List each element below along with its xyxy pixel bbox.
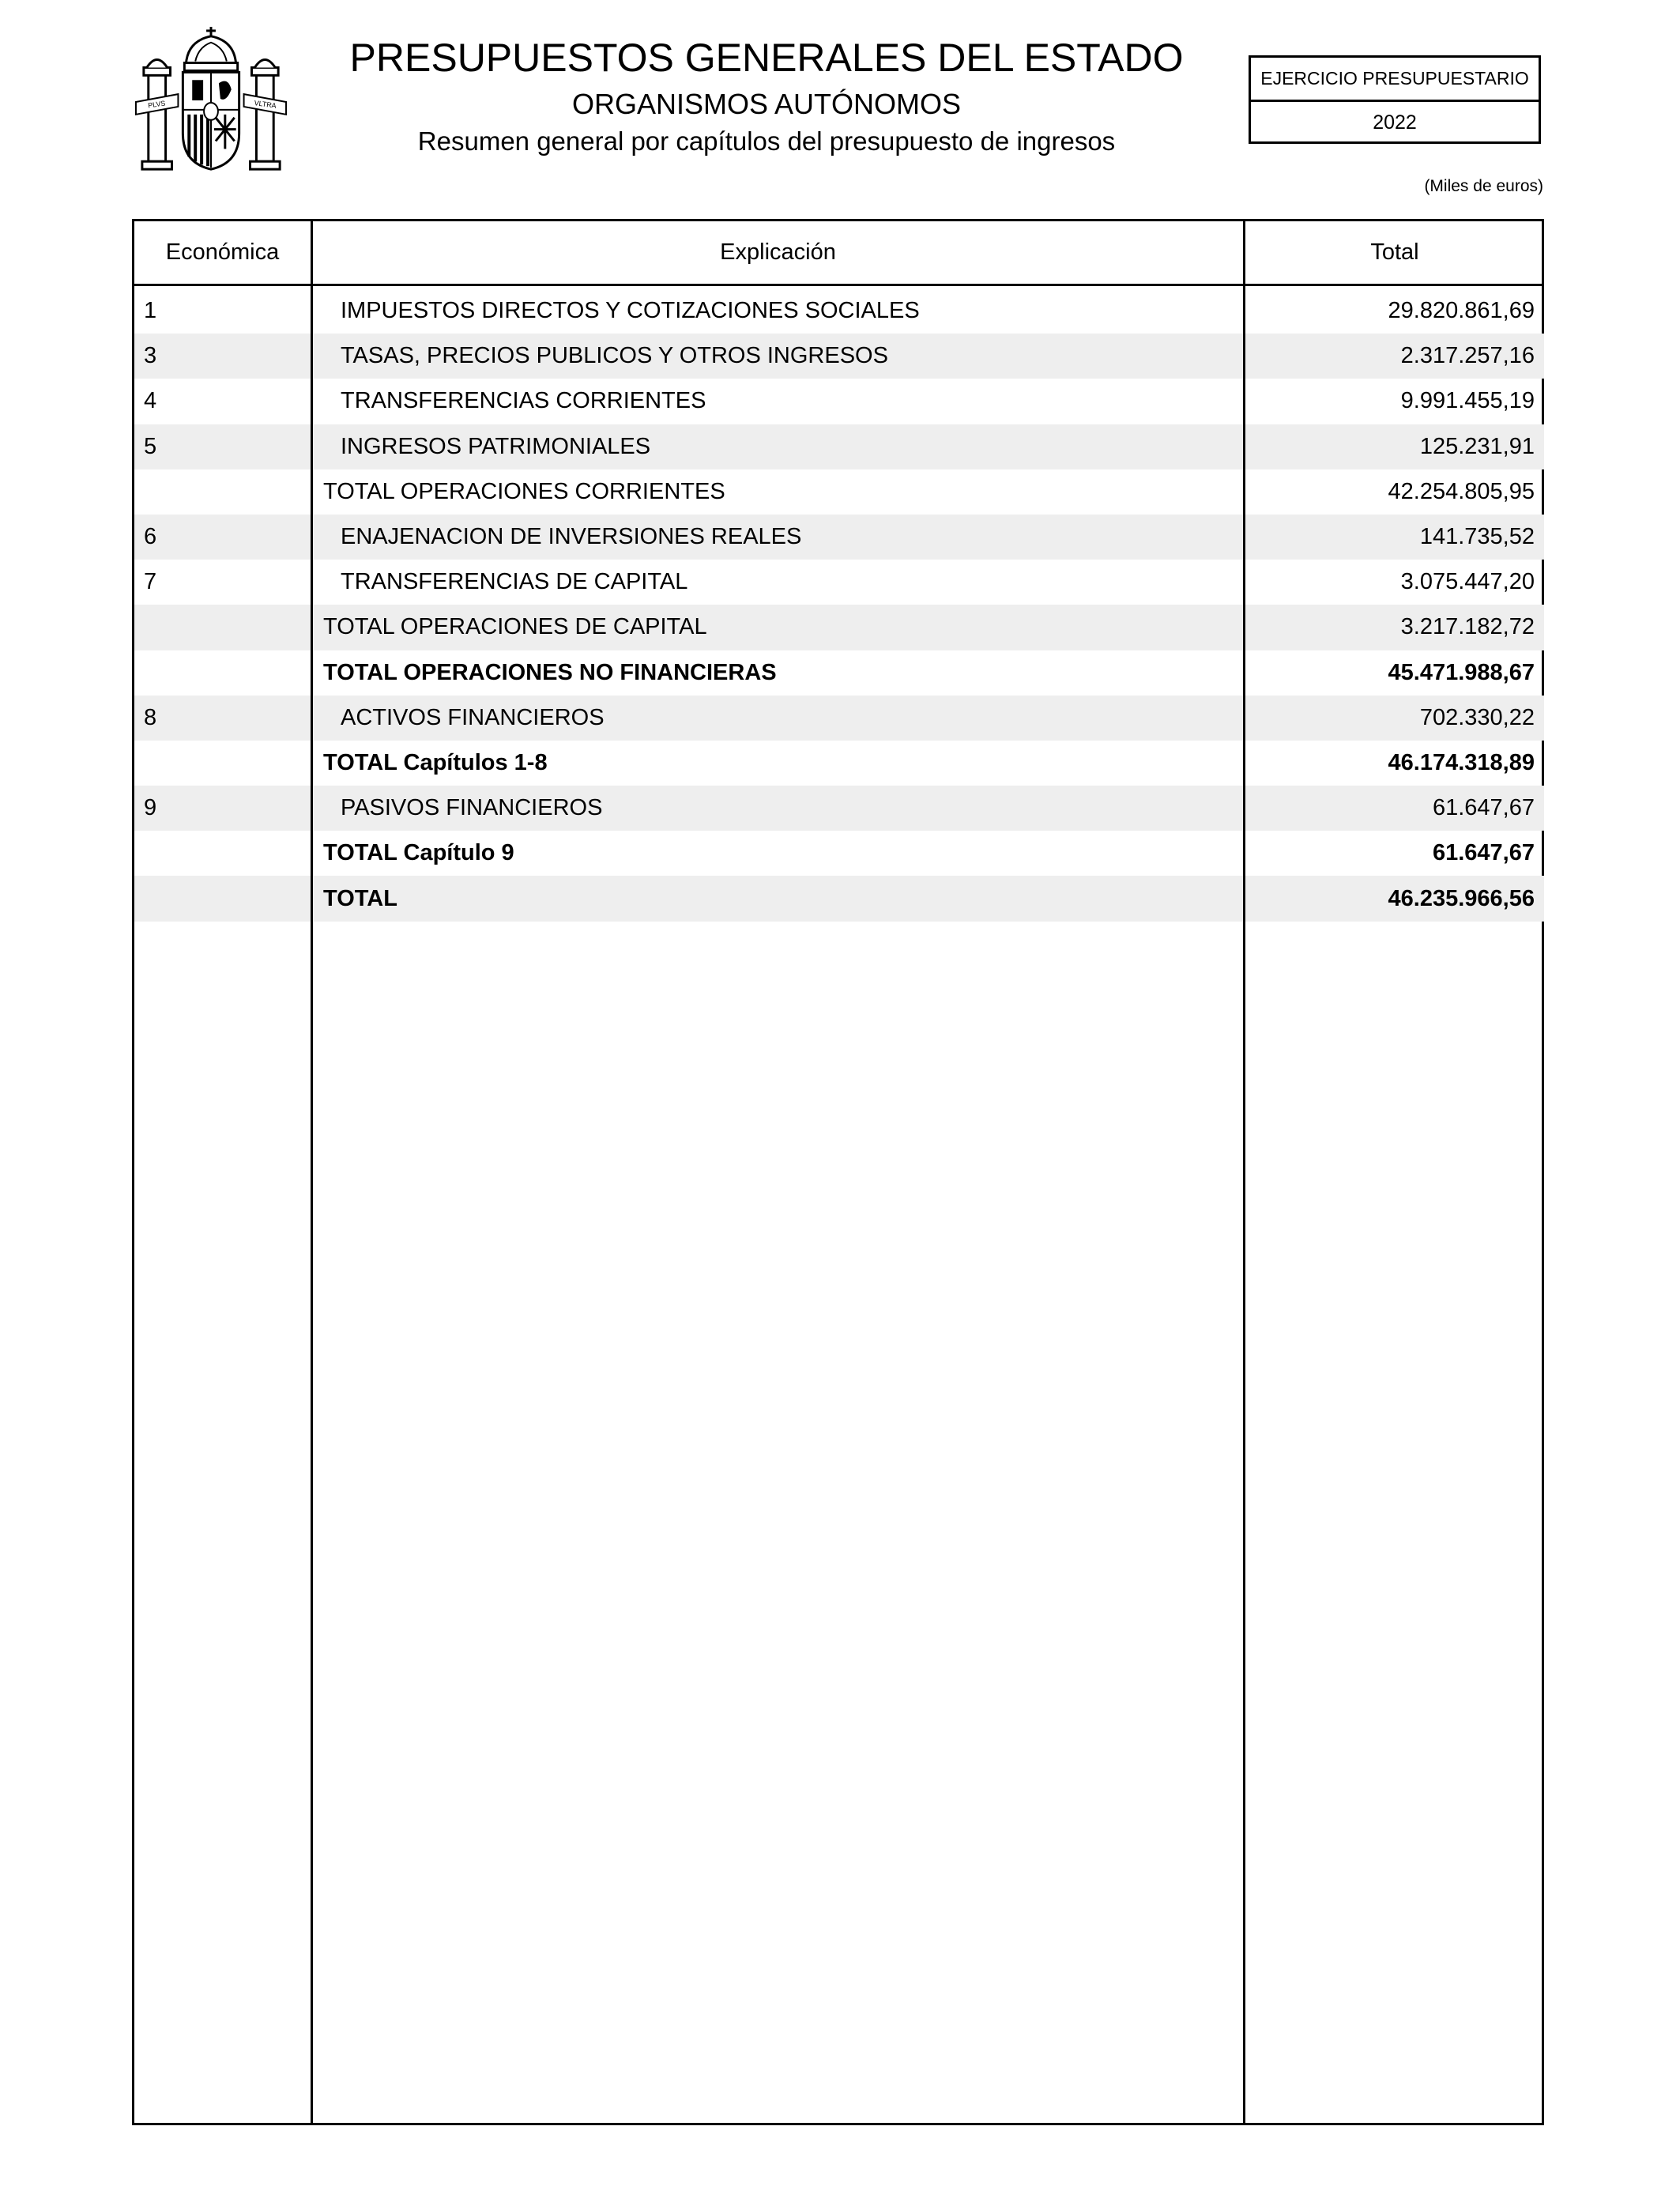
table-row bbox=[134, 424, 1542, 469]
table-row bbox=[134, 560, 1542, 605]
label-cell: PASIVOS FINANCIEROS bbox=[313, 786, 1243, 831]
total-cell: 141.735,52 bbox=[1245, 515, 1544, 560]
label-cell: ACTIVOS FINANCIEROS bbox=[313, 696, 1243, 741]
exercise-year: 2022 bbox=[1373, 111, 1417, 134]
page-description: Resumen general por capítulos del presupuesto de ingresos bbox=[417, 126, 1116, 156]
code-cell bbox=[134, 831, 311, 876]
label-cell: TASAS, PRECIOS PUBLICOS Y OTROS INGRESOS bbox=[313, 334, 1243, 379]
total-cell: 61.647,67 bbox=[1432, 840, 1535, 866]
code-cell: 4 bbox=[144, 388, 157, 414]
total-row bbox=[134, 831, 1542, 876]
total-cell: 29.820.861,69 bbox=[1388, 298, 1535, 324]
table-row bbox=[134, 786, 1542, 831]
label-cell: ENAJENACION DE INVERSIONES REALES bbox=[313, 515, 1243, 560]
column-header-explicacion: Explicación bbox=[720, 239, 836, 265]
total-cell: 42.254.805,95 bbox=[1388, 478, 1535, 504]
total-cell: 46.174.318,89 bbox=[1388, 749, 1535, 775]
code-cell: 6 bbox=[134, 515, 311, 560]
total-cell: 3.075.447,20 bbox=[1400, 569, 1535, 595]
label-cell: TOTAL Capítulos 1-8 bbox=[323, 749, 548, 775]
column-header-total: Total bbox=[1370, 239, 1419, 265]
code-cell: 3 bbox=[134, 334, 311, 379]
units-note: (Miles de euros) bbox=[1424, 177, 1543, 195]
label-cell: TOTAL bbox=[313, 876, 1243, 921]
total-cell: 45.471.988,67 bbox=[1388, 659, 1535, 685]
svg-text:PLVS: PLVS bbox=[147, 99, 166, 110]
code-cell bbox=[134, 741, 311, 786]
label-cell: TOTAL OPERACIONES NO FINANCIERAS bbox=[323, 659, 777, 685]
total-cell: 46.235.966,56 bbox=[1245, 876, 1544, 921]
total-cell: 61.647,67 bbox=[1245, 786, 1544, 831]
table-row bbox=[134, 515, 1542, 560]
label-cell: TRANSFERENCIAS CORRIENTES bbox=[341, 388, 706, 414]
code-cell: 7 bbox=[144, 569, 157, 595]
label-cell: IMPUESTOS DIRECTOS Y COTIZACIONES SOCIALES bbox=[341, 298, 920, 324]
code-cell: 5 bbox=[134, 424, 311, 469]
code-cell bbox=[134, 605, 311, 650]
subtotal-row bbox=[134, 469, 1542, 515]
label-cell: TOTAL OPERACIONES DE CAPITAL bbox=[313, 605, 1243, 650]
label-cell: TOTAL OPERACIONES CORRIENTES bbox=[323, 478, 725, 504]
total-row bbox=[134, 650, 1542, 696]
column-header-economica: Económica bbox=[165, 239, 280, 265]
code-cell bbox=[134, 469, 311, 515]
label-cell: INGRESOS PATRIMONIALES bbox=[313, 424, 1243, 469]
label-cell: TRANSFERENCIAS DE CAPITAL bbox=[341, 569, 688, 595]
exercise-box bbox=[1249, 55, 1541, 144]
budget-table bbox=[132, 219, 1544, 2125]
total-cell: 2.317.257,16 bbox=[1245, 334, 1544, 379]
total-cell: 702.330,22 bbox=[1245, 696, 1544, 741]
code-cell bbox=[134, 650, 311, 696]
table-row bbox=[134, 288, 1542, 334]
table-row bbox=[134, 379, 1542, 424]
total-cell: 125.231,91 bbox=[1245, 424, 1544, 469]
exercise-label: EJERCICIO PRESUPUESTARIO bbox=[1251, 58, 1539, 102]
table-body bbox=[134, 288, 1542, 922]
page-subtitle: ORGANISMOS AUTÓNOMOS bbox=[571, 88, 962, 120]
code-cell bbox=[134, 876, 311, 921]
table-row bbox=[134, 334, 1542, 379]
total-row bbox=[134, 741, 1542, 786]
code-cell: 8 bbox=[134, 696, 311, 741]
header-divider bbox=[134, 284, 1542, 286]
svg-text:VLTRA: VLTRA bbox=[254, 99, 277, 110]
coat-of-arms-of-spain-icon bbox=[133, 24, 289, 180]
label-cell: TOTAL Capítulo 9 bbox=[323, 840, 514, 866]
code-cell: 9 bbox=[134, 786, 311, 831]
page-title: PRESUPUESTOS GENERALES DEL ESTADO bbox=[349, 36, 1184, 80]
total-cell: 3.217.182,72 bbox=[1245, 605, 1544, 650]
code-cell: 1 bbox=[144, 298, 157, 324]
grand-total-row bbox=[134, 876, 1542, 921]
subtotal-row bbox=[134, 605, 1542, 650]
table-row bbox=[134, 696, 1542, 741]
total-cell: 9.991.455,19 bbox=[1400, 388, 1535, 414]
